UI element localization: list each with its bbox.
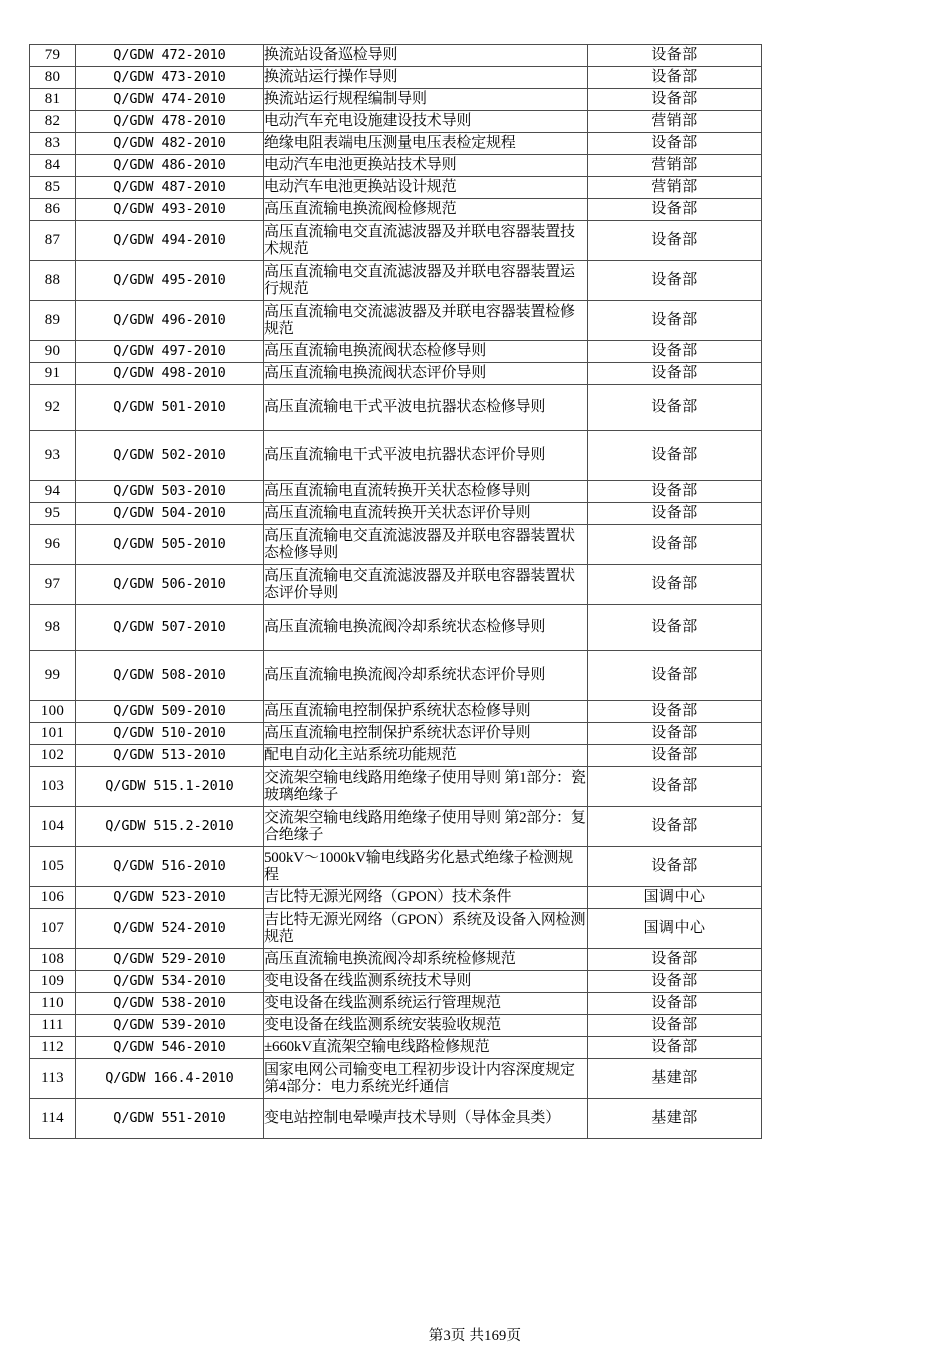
cell-department: 国调中心: [588, 887, 762, 909]
cell-department: 设备部: [588, 301, 762, 341]
table-row: [30, 605, 762, 651]
cell-standard-name: 电动汽车电池更换站技术导则: [264, 155, 588, 177]
cell-standard-code: Q/GDW 534-2010: [76, 971, 264, 993]
table-row: [30, 971, 762, 993]
cell-standard-code: Q/GDW 486-2010: [76, 155, 264, 177]
cell-department: 营销部: [588, 177, 762, 199]
cell-standard-name: 高压直流输电交流滤波器及并联电容器装置检修规范: [264, 301, 588, 341]
cell-sequence-number: 109: [30, 971, 76, 993]
cell-standard-code: Q/GDW 496-2010: [76, 301, 264, 341]
cell-sequence-number: 112: [30, 1037, 76, 1059]
cell-department: 设备部: [588, 199, 762, 221]
table-row: [30, 385, 762, 431]
table-row: [30, 745, 762, 767]
table-row: [30, 261, 762, 301]
cell-department: 营销部: [588, 111, 762, 133]
cell-standard-code: Q/GDW 505-2010: [76, 525, 264, 565]
table-row: [30, 887, 762, 909]
cell-sequence-number: 105: [30, 847, 76, 887]
cell-standard-code: Q/GDW 504-2010: [76, 503, 264, 525]
cell-department: 设备部: [588, 385, 762, 431]
cell-sequence-number: 91: [30, 363, 76, 385]
cell-standard-code: Q/GDW 166.4-2010: [76, 1059, 264, 1099]
table-row: [30, 651, 762, 701]
cell-department: 营销部: [588, 155, 762, 177]
cell-standard-name: 高压直流输电换流阀冷却系统状态检修导则: [264, 605, 588, 651]
cell-department: 设备部: [588, 1037, 762, 1059]
table-row: [30, 993, 762, 1015]
cell-sequence-number: 82: [30, 111, 76, 133]
cell-department: 设备部: [588, 525, 762, 565]
cell-sequence-number: 93: [30, 431, 76, 481]
cell-standard-code: Q/GDW 506-2010: [76, 565, 264, 605]
table-row: [30, 1099, 762, 1139]
cell-sequence-number: 99: [30, 651, 76, 701]
cell-standard-code: Q/GDW 516-2010: [76, 847, 264, 887]
cell-department: 基建部: [588, 1099, 762, 1139]
table-row: [30, 221, 762, 261]
cell-standard-code: Q/GDW 508-2010: [76, 651, 264, 701]
standards-table: [29, 44, 762, 1139]
cell-department: 设备部: [588, 89, 762, 111]
page-footer: 第3页 共169页: [428, 1328, 522, 1344]
cell-standard-name: 高压直流输电换流阀状态检修导则: [264, 341, 588, 363]
table-row: [30, 767, 762, 807]
cell-sequence-number: 80: [30, 67, 76, 89]
cell-department: 设备部: [588, 949, 762, 971]
cell-standard-name: 配电自动化主站系统功能规范: [264, 745, 588, 767]
cell-standard-name: 高压直流输电换流阀冷却系统检修规范: [264, 949, 588, 971]
cell-standard-code: Q/GDW 507-2010: [76, 605, 264, 651]
cell-standard-code: Q/GDW 510-2010: [76, 723, 264, 745]
cell-standard-code: Q/GDW 551-2010: [76, 1099, 264, 1139]
cell-standard-code: Q/GDW 515.1-2010: [76, 767, 264, 807]
cell-department: 设备部: [588, 261, 762, 301]
table-row: [30, 155, 762, 177]
cell-standard-name: 电动汽车充电设施建设技术导则: [264, 111, 588, 133]
cell-standard-code: Q/GDW 494-2010: [76, 221, 264, 261]
cell-department: 设备部: [588, 221, 762, 261]
cell-department: 设备部: [588, 605, 762, 651]
cell-sequence-number: 108: [30, 949, 76, 971]
cell-standard-name: 吉比特无源光网络（GPON）系统及设备入网检测规范: [264, 909, 588, 949]
cell-standard-name: 高压直流输电干式平波电抗器状态检修导则: [264, 385, 588, 431]
cell-standard-name: 电动汽车电池更换站设计规范: [264, 177, 588, 199]
cell-standard-code: Q/GDW 474-2010: [76, 89, 264, 111]
cell-department: 设备部: [588, 45, 762, 67]
cell-sequence-number: 98: [30, 605, 76, 651]
cell-department: 设备部: [588, 503, 762, 525]
table-row: [30, 909, 762, 949]
cell-sequence-number: 83: [30, 133, 76, 155]
cell-sequence-number: 107: [30, 909, 76, 949]
table-row: [30, 177, 762, 199]
cell-department: 设备部: [588, 651, 762, 701]
table-row: [30, 525, 762, 565]
cell-department: 设备部: [588, 67, 762, 89]
cell-sequence-number: 79: [30, 45, 76, 67]
table-row: [30, 723, 762, 745]
cell-sequence-number: 102: [30, 745, 76, 767]
table-row: [30, 1059, 762, 1099]
cell-standard-code: Q/GDW 529-2010: [76, 949, 264, 971]
cell-sequence-number: 95: [30, 503, 76, 525]
cell-standard-name: 高压直流输电直流转换开关状态评价导则: [264, 503, 588, 525]
cell-department: 设备部: [588, 133, 762, 155]
cell-standard-code: Q/GDW 523-2010: [76, 887, 264, 909]
cell-standard-code: Q/GDW 482-2010: [76, 133, 264, 155]
cell-standard-name: 换流站设备巡检导则: [264, 45, 588, 67]
cell-standard-code: Q/GDW 493-2010: [76, 199, 264, 221]
cell-sequence-number: 85: [30, 177, 76, 199]
table-row: [30, 847, 762, 887]
cell-department: 设备部: [588, 431, 762, 481]
cell-standard-code: Q/GDW 538-2010: [76, 993, 264, 1015]
cell-standard-name: 交流架空输电线路用绝缘子使用导则 第1部分：瓷玻璃绝缘子: [264, 767, 588, 807]
cell-department: 设备部: [588, 971, 762, 993]
cell-standard-name: 高压直流输电交直流滤波器及并联电容器装置技术规范: [264, 221, 588, 261]
cell-standard-name: 高压直流输电控制保护系统状态检修导则: [264, 701, 588, 723]
table-row: [30, 807, 762, 847]
cell-standard-name: 变电设备在线监测系统安装验收规范: [264, 1015, 588, 1037]
table-row: [30, 481, 762, 503]
cell-standard-code: Q/GDW 495-2010: [76, 261, 264, 301]
cell-standard-code: Q/GDW 539-2010: [76, 1015, 264, 1037]
cell-standard-code: Q/GDW 472-2010: [76, 45, 264, 67]
cell-standard-name: 换流站运行规程编制导则: [264, 89, 588, 111]
cell-sequence-number: 92: [30, 385, 76, 431]
cell-sequence-number: 86: [30, 199, 76, 221]
cell-sequence-number: 96: [30, 525, 76, 565]
cell-department: 设备部: [588, 565, 762, 605]
cell-department: 设备部: [588, 1015, 762, 1037]
cell-standard-code: Q/GDW 524-2010: [76, 909, 264, 949]
cell-standard-name: 吉比特无源光网络（GPON）技术条件: [264, 887, 588, 909]
cell-sequence-number: 89: [30, 301, 76, 341]
cell-standard-name: 变电设备在线监测系统技术导则: [264, 971, 588, 993]
cell-standard-name: 绝缘电阻表端电压测量电压表检定规程: [264, 133, 588, 155]
table-row: [30, 503, 762, 525]
table-row: [30, 67, 762, 89]
cell-department: 设备部: [588, 341, 762, 363]
table-row: [30, 341, 762, 363]
cell-sequence-number: 101: [30, 723, 76, 745]
cell-sequence-number: 103: [30, 767, 76, 807]
cell-standard-name: 高压直流输电换流阀检修规范: [264, 199, 588, 221]
table-row: [30, 565, 762, 605]
cell-standard-code: Q/GDW 473-2010: [76, 67, 264, 89]
cell-sequence-number: 104: [30, 807, 76, 847]
cell-department: 国调中心: [588, 909, 762, 949]
cell-standard-code: Q/GDW 546-2010: [76, 1037, 264, 1059]
table-row: [30, 1015, 762, 1037]
cell-standard-code: Q/GDW 513-2010: [76, 745, 264, 767]
cell-standard-name: 高压直流输电交直流滤波器及并联电容器装置运行规范: [264, 261, 588, 301]
cell-standard-name: 高压直流输电交直流滤波器及并联电容器装置状态检修导则: [264, 525, 588, 565]
table-row: [30, 363, 762, 385]
cell-sequence-number: 87: [30, 221, 76, 261]
cell-standard-name: 高压直流输电换流阀状态评价导则: [264, 363, 588, 385]
standards-table-body: [30, 45, 762, 1139]
cell-sequence-number: 110: [30, 993, 76, 1015]
table-row: [30, 301, 762, 341]
cell-standard-name: 换流站运行操作导则: [264, 67, 588, 89]
table-row: [30, 431, 762, 481]
cell-department: 设备部: [588, 767, 762, 807]
cell-department: 设备部: [588, 481, 762, 503]
cell-standard-name: 国家电网公司输变电工程初步设计内容深度规定 第4部分：电力系统光纤通信: [264, 1059, 588, 1099]
table-row: [30, 111, 762, 133]
cell-standard-name: ±660kV直流架空输电线路检修规范: [264, 1037, 588, 1059]
cell-standard-code: Q/GDW 501-2010: [76, 385, 264, 431]
cell-department: 基建部: [588, 1059, 762, 1099]
cell-standard-code: Q/GDW 503-2010: [76, 481, 264, 503]
cell-sequence-number: 90: [30, 341, 76, 363]
cell-department: 设备部: [588, 723, 762, 745]
cell-standard-name: 高压直流输电控制保护系统状态评价导则: [264, 723, 588, 745]
cell-sequence-number: 113: [30, 1059, 76, 1099]
cell-sequence-number: 111: [30, 1015, 76, 1037]
cell-standard-name: 变电站控制电晕噪声技术导则（导体金具类）: [264, 1099, 588, 1139]
cell-standard-name: 高压直流输电干式平波电抗器状态评价导则: [264, 431, 588, 481]
cell-department: 设备部: [588, 847, 762, 887]
cell-standard-name: 高压直流输电交直流滤波器及并联电容器装置状态评价导则: [264, 565, 588, 605]
table-row: [30, 45, 762, 67]
cell-department: 设备部: [588, 993, 762, 1015]
cell-sequence-number: 106: [30, 887, 76, 909]
table-row: [30, 199, 762, 221]
cell-standard-code: Q/GDW 509-2010: [76, 701, 264, 723]
cell-standard-code: Q/GDW 502-2010: [76, 431, 264, 481]
table-row: [30, 89, 762, 111]
cell-standard-name: 高压直流输电换流阀冷却系统状态评价导则: [264, 651, 588, 701]
cell-sequence-number: 84: [30, 155, 76, 177]
cell-standard-code: Q/GDW 478-2010: [76, 111, 264, 133]
cell-standard-code: Q/GDW 515.2-2010: [76, 807, 264, 847]
table-row: [30, 1037, 762, 1059]
cell-standard-name: 500kV～1000kV输电线路劣化悬式绝缘子检测规程: [264, 847, 588, 887]
table-row: [30, 949, 762, 971]
cell-sequence-number: 114: [30, 1099, 76, 1139]
cell-sequence-number: 97: [30, 565, 76, 605]
cell-standard-code: Q/GDW 498-2010: [76, 363, 264, 385]
cell-department: 设备部: [588, 363, 762, 385]
cell-standard-code: Q/GDW 487-2010: [76, 177, 264, 199]
cell-standard-name: 高压直流输电直流转换开关状态检修导则: [264, 481, 588, 503]
cell-sequence-number: 81: [30, 89, 76, 111]
table-row: [30, 133, 762, 155]
cell-department: 设备部: [588, 745, 762, 767]
cell-department: 设备部: [588, 807, 762, 847]
cell-sequence-number: 100: [30, 701, 76, 723]
table-row: [30, 701, 762, 723]
cell-standard-name: 交流架空输电线路用绝缘子使用导则 第2部分：复合绝缘子: [264, 807, 588, 847]
cell-sequence-number: 88: [30, 261, 76, 301]
cell-standard-name: 变电设备在线监测系统运行管理规范: [264, 993, 588, 1015]
cell-standard-code: Q/GDW 497-2010: [76, 341, 264, 363]
cell-department: 设备部: [588, 701, 762, 723]
cell-sequence-number: 94: [30, 481, 76, 503]
